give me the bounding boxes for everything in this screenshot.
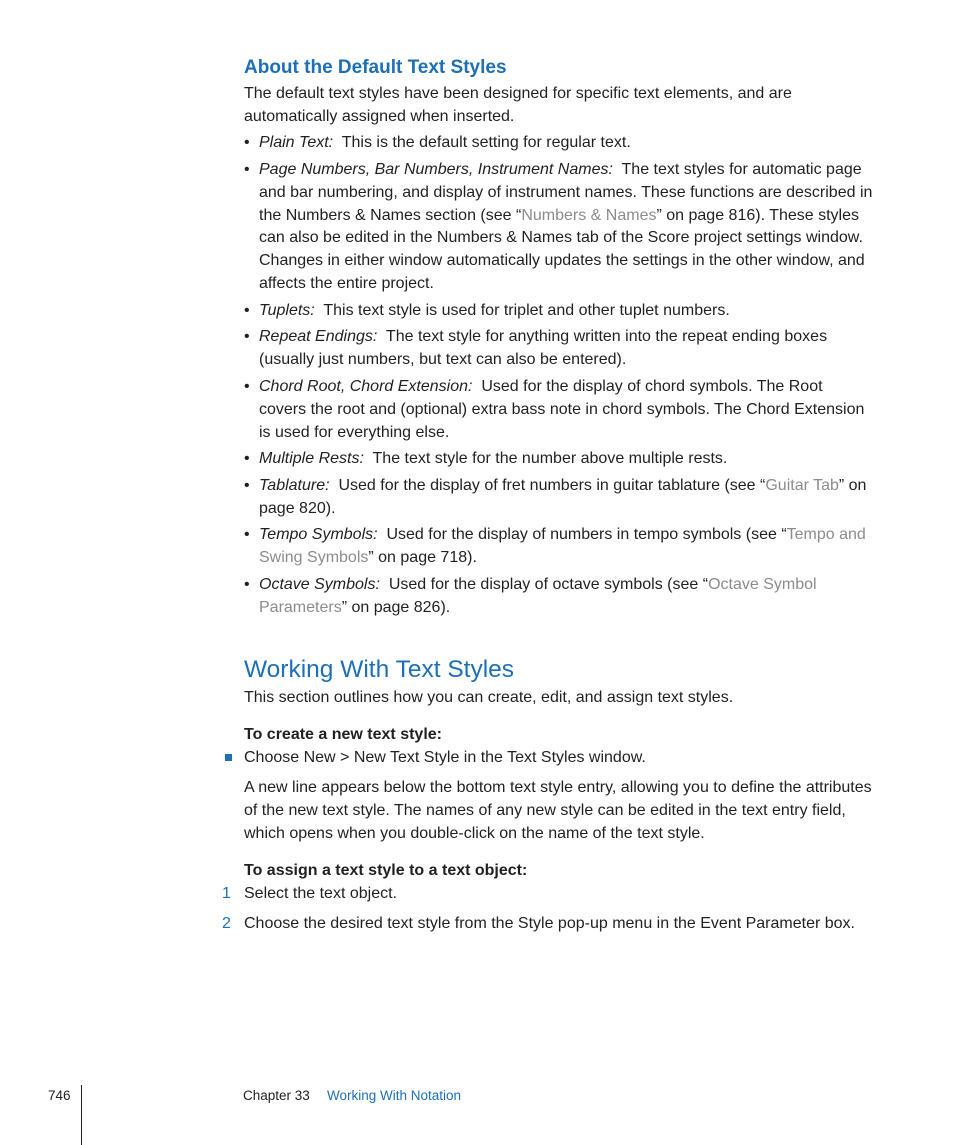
step-number: 2 [222,915,231,932]
square-bullet-icon [225,754,232,761]
bullet-dot: • [244,450,250,467]
bullet-dot: • [244,328,250,345]
description: This is the default setting for regular text. [341,134,631,151]
term: Tempo Symbols: [259,526,378,543]
cross-reference-link[interactable]: Octave Symbol Parameters [259,576,817,616]
description-post: ” on page 816). These styles can also be edited in the Numbers & Names tab of the Score project settings window. Changes in either window automatically updates the settings in the other window, and affects the entire project. [259,206,865,292]
term: Repeat Endings: [259,328,378,345]
description: Used for the display of chord symbols. The Root covers the root and (optional) extra bass note in chord symbols. The Chord Extension is used for everything else. [259,378,865,441]
footer-chapter: Chapter 33 [243,1088,310,1103]
description-pre: The text styles for automatic page and bar numbering, and display of instrument names. These functions are described in the Numbers & Names section (see “ [259,161,873,224]
section-heading-default-text-styles: About the Default Text Styles [244,57,507,78]
bullet-dot: • [244,576,250,593]
term: Page Numbers, Bar Numbers, Instrument Names: [259,161,613,178]
procedure-step: Choose New > New Text Style in the Text Styles window. [244,749,646,766]
term: Tuplets: [259,302,315,319]
section-intro: The default text styles have been designed for specific text elements, and are automatically assigned when inserted. [244,85,792,125]
procedure-step: Choose the desired text style from the Style pop-up menu in the Event Parameter box. [244,915,855,932]
procedure-note: A new line appears below the bottom text style entry, allowing you to define the attributes of the new text style. The names of any new style can be edited in the text entry field, which opens when you double-click on the name of the text style. [244,779,872,842]
page-number: 746 [48,1088,71,1103]
section-heading-working-with-text-styles: Working With Text Styles [244,656,515,683]
cross-reference-link[interactable]: Guitar Tab [765,477,839,494]
description-post: ” on page 820). [259,477,867,517]
section-intro: This section outlines how you can create, edit, and assign text styles. [244,689,734,706]
term: Octave Symbols: [259,576,380,593]
procedure-step: Select the text object. [244,885,397,902]
description: The text style for the number above multiple rests. [372,450,728,467]
description-post: ” on page 826). [341,598,451,616]
term: Chord Root, Chord Extension: [259,378,473,395]
footer-divider [81,1085,82,1145]
bullet-dot: • [244,302,250,319]
bullet-dot: • [244,526,250,543]
bullet-dot: • [244,134,250,151]
list-item-repeat-endings [259,326,874,372]
term: Plain Text: [259,134,334,151]
bullet-dot: • [244,161,250,178]
list-item-chord-root [259,376,874,444]
procedure-title-create: To create a new text style: [244,726,442,743]
term: Multiple Rests: [259,450,364,467]
list-item-plain-text [259,132,874,155]
step-number: 1 [222,885,231,902]
list-item-multiple-rests [259,448,874,471]
bullet-dot: • [244,378,250,395]
cross-reference-link[interactable]: Numbers & Names [521,206,657,224]
description-pre: Used for the display of octave symbols (see “ [388,576,709,593]
list-item-page-numbers [259,159,874,296]
list-item-octave-symbols [259,574,874,620]
description: This text style is used for triplet and other tuplet numbers. [323,302,730,319]
bullet-dot: • [244,477,250,494]
description-pre: Used for the display of numbers in tempo symbols (see “ [386,526,787,543]
footer-chapter-title[interactable]: Working With Notation [327,1088,462,1103]
description-pre: Used for the display of fret numbers in guitar tablature (see “ [338,477,766,494]
list-item-tablature [259,475,874,521]
term: Tablature: [259,477,330,494]
description: The text style for anything written into the repeat ending boxes (usually just numbers, but text can also be entered). [259,328,828,368]
procedure-title-assign: To assign a text style to a text object: [244,862,528,879]
cross-reference-link[interactable]: Tempo and Swing Symbols [259,526,866,566]
list-item-tuplets [259,300,874,323]
list-item-tempo-symbols [259,524,874,570]
description-post: ” on page 718). [368,548,477,566]
